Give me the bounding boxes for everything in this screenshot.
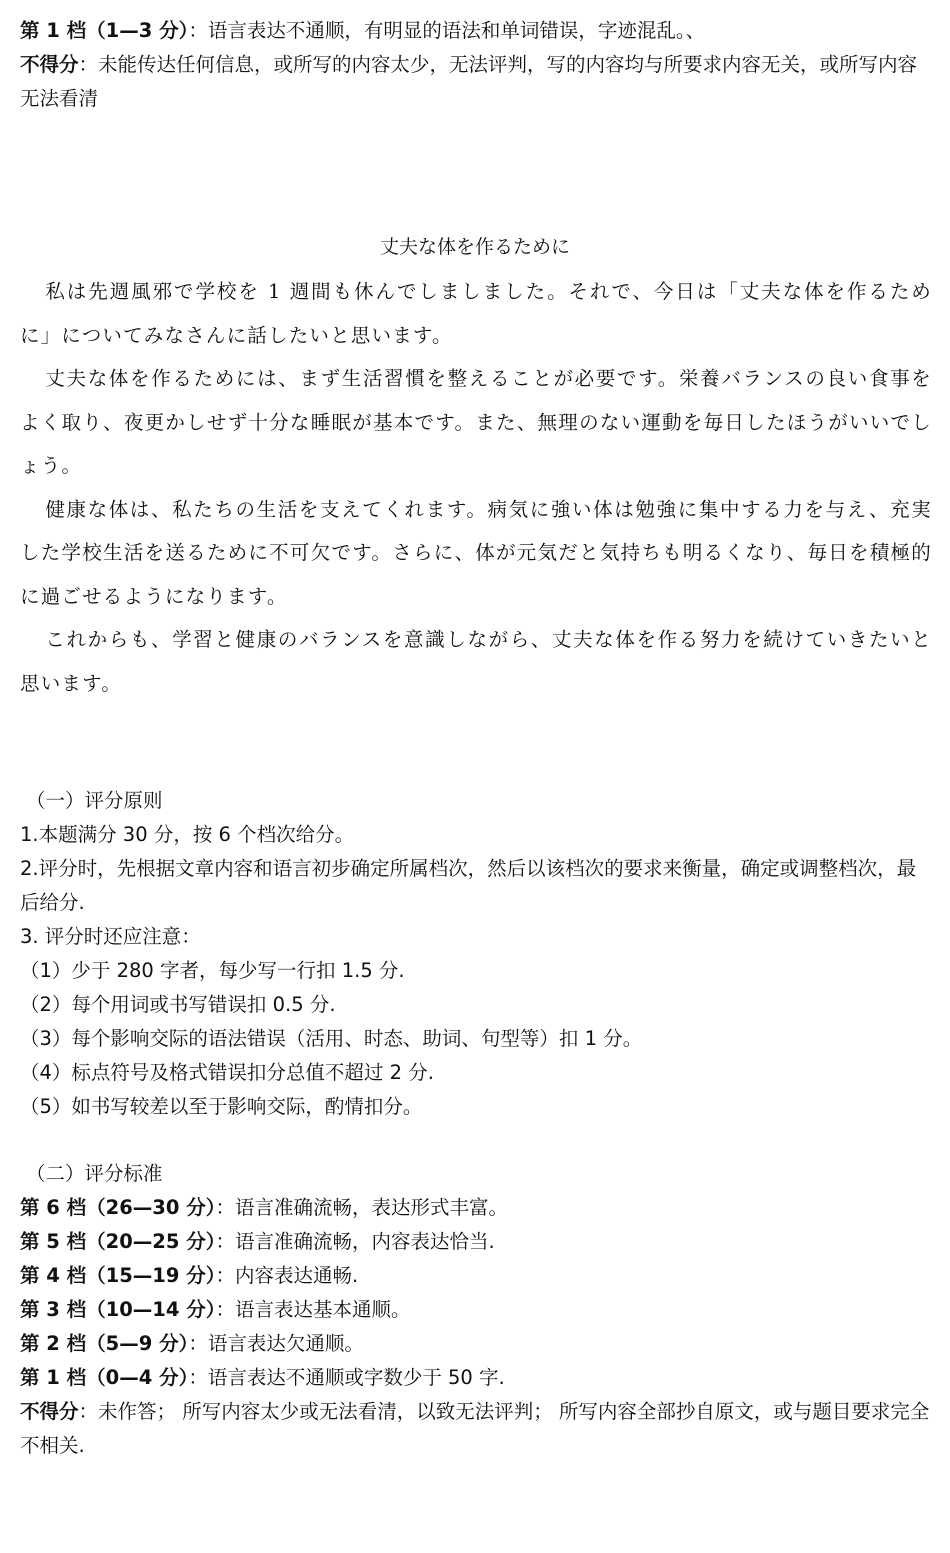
rule-item: （1）少于 280 字者，每少写一行扣 1.5 分.	[20, 959, 405, 982]
grade-label: 第 6 档（26—30 分）	[20, 1196, 216, 1219]
grade-label: 第 4 档（15—19 分）	[20, 1264, 216, 1287]
grade-label: 第 5 档（20—25 分）	[20, 1230, 216, 1253]
grade-line	[20, 1395, 935, 1463]
essay-paragraph: 丈夫な体を作るためには、まず生活習慣を整えることが必要です。栄養バランスの良い食事をよく取り、夜更かしせず十分な睡眠が基本です。また、無理のない運動を毎日したほうがいいでしょう。	[20, 367, 932, 477]
grade-label: 第 1 档（0—4 分）	[20, 1366, 189, 1389]
grade-line	[20, 1259, 935, 1293]
no-grade-line	[20, 48, 935, 116]
section-heading: （一）评分原则	[26, 789, 163, 812]
rule-item: （2）每个用词或书写错误扣 0.5 分.	[20, 993, 336, 1016]
grade-line	[20, 1293, 935, 1327]
grade-text: ：未作答； 所写内容太少或无法看清，以致无法评判； 所写内容全部抄自原文，或与题目要求完全不相关.	[20, 1400, 930, 1457]
grade-line	[20, 1327, 935, 1361]
grade-line	[20, 1191, 935, 1225]
rule-item: 3. 评分时还应注意：	[20, 925, 201, 948]
rule-item: （4）标点符号及格式错误扣分总值不超过 2 分.	[20, 1061, 434, 1084]
grade-text: ：语言表达基本通顺。	[215, 1298, 411, 1321]
model-essay	[20, 270, 932, 705]
grade-text: ：语言表达不通顺或字数少于 50 字.	[188, 1366, 505, 1389]
section-heading: （二）评分标准	[26, 1162, 163, 1185]
grade-text: ：未能传达任何信息，或所写的内容太少，无法评判，写的内容均与所要求内容无关，或所写内容无法看清	[20, 53, 918, 110]
essay-paragraph: これからも、学習と健康のバランスを意識しながら、丈夫な体を作る努力を続けていきたいと思います。	[20, 628, 932, 695]
rule-item: 2.评分时，先根据文章内容和语言初步确定所属档次，然后以该档次的要求来衡量，确定或调整档次，最后给分.	[20, 857, 917, 914]
grade-text: ：语言准确流畅，表达形式丰富。	[215, 1196, 508, 1219]
grade-label: 不得分	[20, 1400, 79, 1423]
top-criteria	[20, 14, 935, 116]
rule-item: （3）每个影响交际的语法错误（活用、时态、助词、句型等）扣 1 分。	[20, 1027, 643, 1050]
essay-paragraph: 私は先週風邪で学校を 1 週間も休んでしましました。それで、今日は「丈夫な体を作るために」についてみなさんに話したいと思います。	[20, 280, 932, 347]
grade-line	[20, 1225, 935, 1259]
scoring-principles	[20, 784, 935, 1124]
rule-item: （5）如书写较差以至于影响交际，酌情扣分。	[20, 1095, 423, 1118]
essay-paragraph: 健康な体は、私たちの生活を支えてくれます。病気に強い体は勉強に集中する力を与え、充実した学校生活を送るために不可欠です。さらに、体が元気だと気持ちも明るくなり、毎日を積極的に過ごせるようになります。	[20, 497, 932, 608]
grade-label: 第 1 档（1—3 分）	[20, 19, 189, 42]
grade-text: ：语言准确流畅，内容表达恰当.	[215, 1230, 495, 1253]
essay-title: 丈夫な体を作るために	[379, 236, 570, 258]
rule-item: 1.本题满分 30 分，按 6 个档次给分。	[20, 823, 355, 846]
grade-label: 不得分	[20, 53, 79, 76]
grade-label: 第 3 档（10—14 分）	[20, 1298, 216, 1321]
grade-text: ：语言表达不通顺，有明显的语法和单词错误，字迹混乱。、	[188, 19, 706, 42]
scoring-standards	[20, 1157, 935, 1463]
grade-text: ：语言表达欠通顺。	[188, 1332, 364, 1355]
grade-label: 第 2 档（5—9 分）	[20, 1332, 189, 1355]
grade-1-line	[20, 14, 935, 48]
grade-line	[20, 1361, 935, 1395]
grade-text: ：内容表达通畅.	[215, 1264, 359, 1287]
